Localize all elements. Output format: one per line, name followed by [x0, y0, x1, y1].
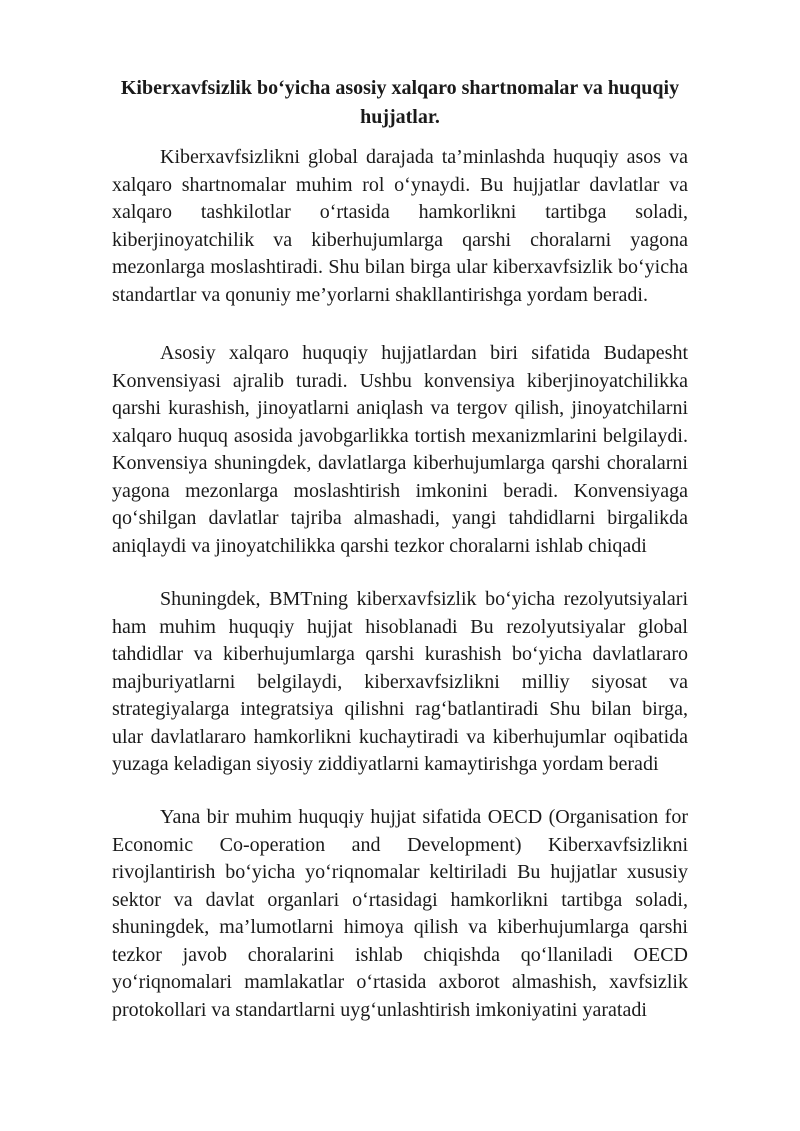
paragraph-3: Shuningdek, BMTning kiberxavfsizlik bo‘yicha rezolyutsiyalari ham muhim huquqiy hujjat hisoblanadi Bu rezolyutsiyalar global tahdidlar va kiberhujumlarga qarshi kurashish bo‘yicha davlatlararo majburiyatlarni belgilaydi, kiberxavfsizlikni milliy siyosat va strategiyalarga integratsiya qilishni rag‘batlantiradi Shu bilan birga, ular davlatlararo hamkorlikni kuchaytiradi va kiberhujumlar oqibatida yuzaga keladigan siyosiy ziddiyatlarni kamaytirishga yordam beradi [112, 588, 688, 775]
paragraph-1: Kiberxavfsizlikni global darajada ta’minlashda huquqiy asos va xalqaro shartnomalar muhim rol o‘ynaydi. Bu hujjatlar davlatlar va xalqaro tashkilotlar o‘rtasida hamkorlikni tartibga soladi, kiberjinoyatchilik va kiberhujumlarga qarshi choralarni yagona mezonlarga moslashtiradi. Shu bilan birga ular kiberxavfsizlik bo‘yicha standartlar va qonuniy me’yorlarni shakllantirishga yordam beradi. [112, 146, 688, 306]
paragraph-4: Yana bir muhim huquqiy hujjat sifatida OECD (Organisation for Economic Co-operation and Development) Kiberxavfsizlikni rivojlantirish bo‘yicha yo‘riqnomalar keltiriladi Bu hujjatlar xususiy sektor va davlat organlari o‘rtasidagi hamkorlikni tartibga soladi, shuningdek, ma’lumotlarni himoya qilish va kiberhujumlarga qarshi tezkor javob choralarini ishlab chiqishda qo‘llaniladi OECD yo‘riqnomalari mamlakatlar o‘rtasida axborot almashish, xavfsizlik protokollari va standartlarni uyg‘unlashtirish imkoniyatini yaratadi [112, 806, 688, 1021]
document-title: Kiberxavfsizlik bo‘yicha asosiy xalqaro shartnomalar va huquqiy hujjatlar. [120, 77, 680, 128]
paragraph-2: Asosiy xalqaro huquqiy hujjatlardan biri sifatida Budapesht Konvensiyasi ajralib turadi. Ushbu konvensiya kiberjinoyatchilikka qarshi kurashish, jinoyatlarni aniqlash va tergov qilish, jinoyatchilarni xalqaro huquq asosida javobgarlikka tortish mexanizmlarini belgilaydi. Konvensiya shuningdek, davlatlarga kiberhujumlarga qarshi choralarni yagona mezonlarga moslashtirish imkonini beradi. Konvensiyaga qo‘shilgan davlatlar tajriba almashadi, yangi tahdidlarni birgalikda aniqlaydi va jinoyatchilikka qarshi tezkor choralarni ishlab chiqadi [112, 342, 688, 557]
